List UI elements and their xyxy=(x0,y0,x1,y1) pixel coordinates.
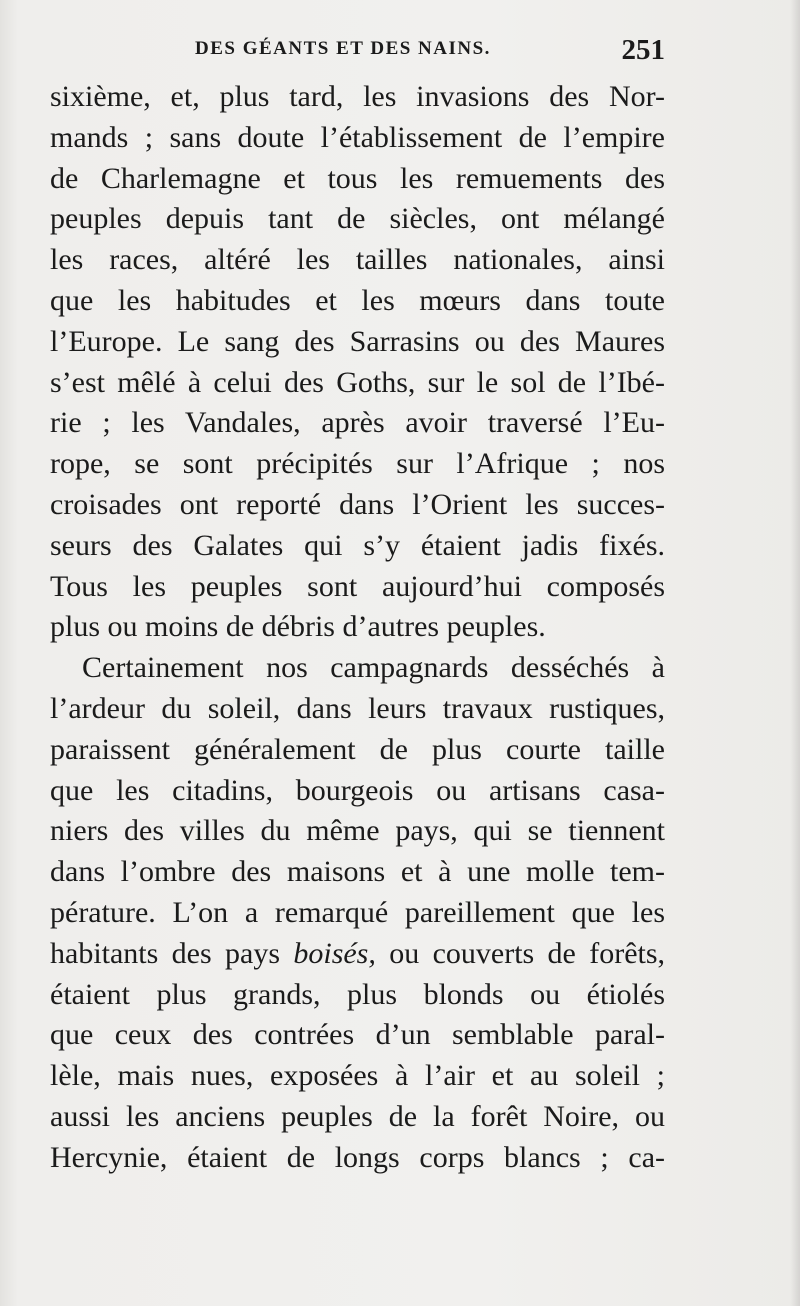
text-line: que ceux des contrées d’un semblable paral- xyxy=(50,1018,665,1052)
text-line: plus ou moins de débris d’autres peuples. xyxy=(50,610,546,644)
text-line: les races, altéré les tailles nationales, ainsi xyxy=(50,243,665,277)
text-line: rie ; les Vandales, après avoir traversé l’Eu- xyxy=(50,406,665,440)
page-edge-shadow xyxy=(790,0,800,1306)
line-segment: ou couverts de forêts, xyxy=(389,936,666,970)
text-line: peuples depuis tant de siècles, ont mélangé xyxy=(50,202,665,236)
text-line: l’ardeur du soleil, dans leurs travaux rustiques, xyxy=(50,691,665,725)
text-line: sixième, et, plus tard, les invasions des Nor- xyxy=(50,80,665,113)
page-number: 251 xyxy=(621,34,665,66)
text-line: Hercynie, étaient de longs corps blancs ; ca- xyxy=(50,1140,665,1174)
text-line: aussi les anciens peuples de la forêt Noire, ou xyxy=(50,1099,665,1133)
text-line: l’Europe. Le sang des Sarrasins ou des Maures xyxy=(50,324,665,358)
text-line: seurs des Galates qui s’y étaient jadis fixés. xyxy=(50,528,665,562)
italic-word: boisés, xyxy=(293,936,376,970)
text-line: de Charlemagne et tous les remuements des xyxy=(50,161,665,195)
running-head: DES GÉANTS ET DES NAINS. xyxy=(195,38,491,59)
page-header xyxy=(50,34,665,70)
line-segment: habitants des pays xyxy=(50,936,280,970)
text-line: dans l’ombre des maisons et à une molle tem- xyxy=(50,855,665,889)
text-line: croisades ont reporté dans l’Orient les succes- xyxy=(50,487,665,521)
text-line: que les habitudes et les mœurs dans toute xyxy=(50,283,665,317)
body-text xyxy=(50,77,665,1179)
text-line: paraissent généralement de plus courte taille xyxy=(50,732,665,766)
text-line: niers des villes du même pays, qui se tiennent xyxy=(50,814,665,848)
text-line: Tous les peuples sont aujourd’hui composés xyxy=(50,569,665,603)
text-line: s’est mêlé à celui des Goths, sur le sol de l’Ibé- xyxy=(50,365,665,399)
text-line: étaient plus grands, plus blonds ou étiolés xyxy=(50,977,665,1011)
text-line: rope, se sont précipités sur l’Afrique ; nos xyxy=(50,447,665,481)
text-line: pérature. L’on a remarqué pareillement que les xyxy=(50,895,665,929)
text-line: que les citadins, bourgeois ou artisans casa- xyxy=(50,773,665,807)
text-line: lèle, mais nues, exposées à l’air et au soleil ; xyxy=(50,1059,665,1093)
paragraph-start-line: Certainement nos campagnards desséchés à xyxy=(82,651,665,685)
text-line xyxy=(50,934,665,975)
text-line: mands ; sans doute l’établissement de l’empire xyxy=(50,120,665,154)
